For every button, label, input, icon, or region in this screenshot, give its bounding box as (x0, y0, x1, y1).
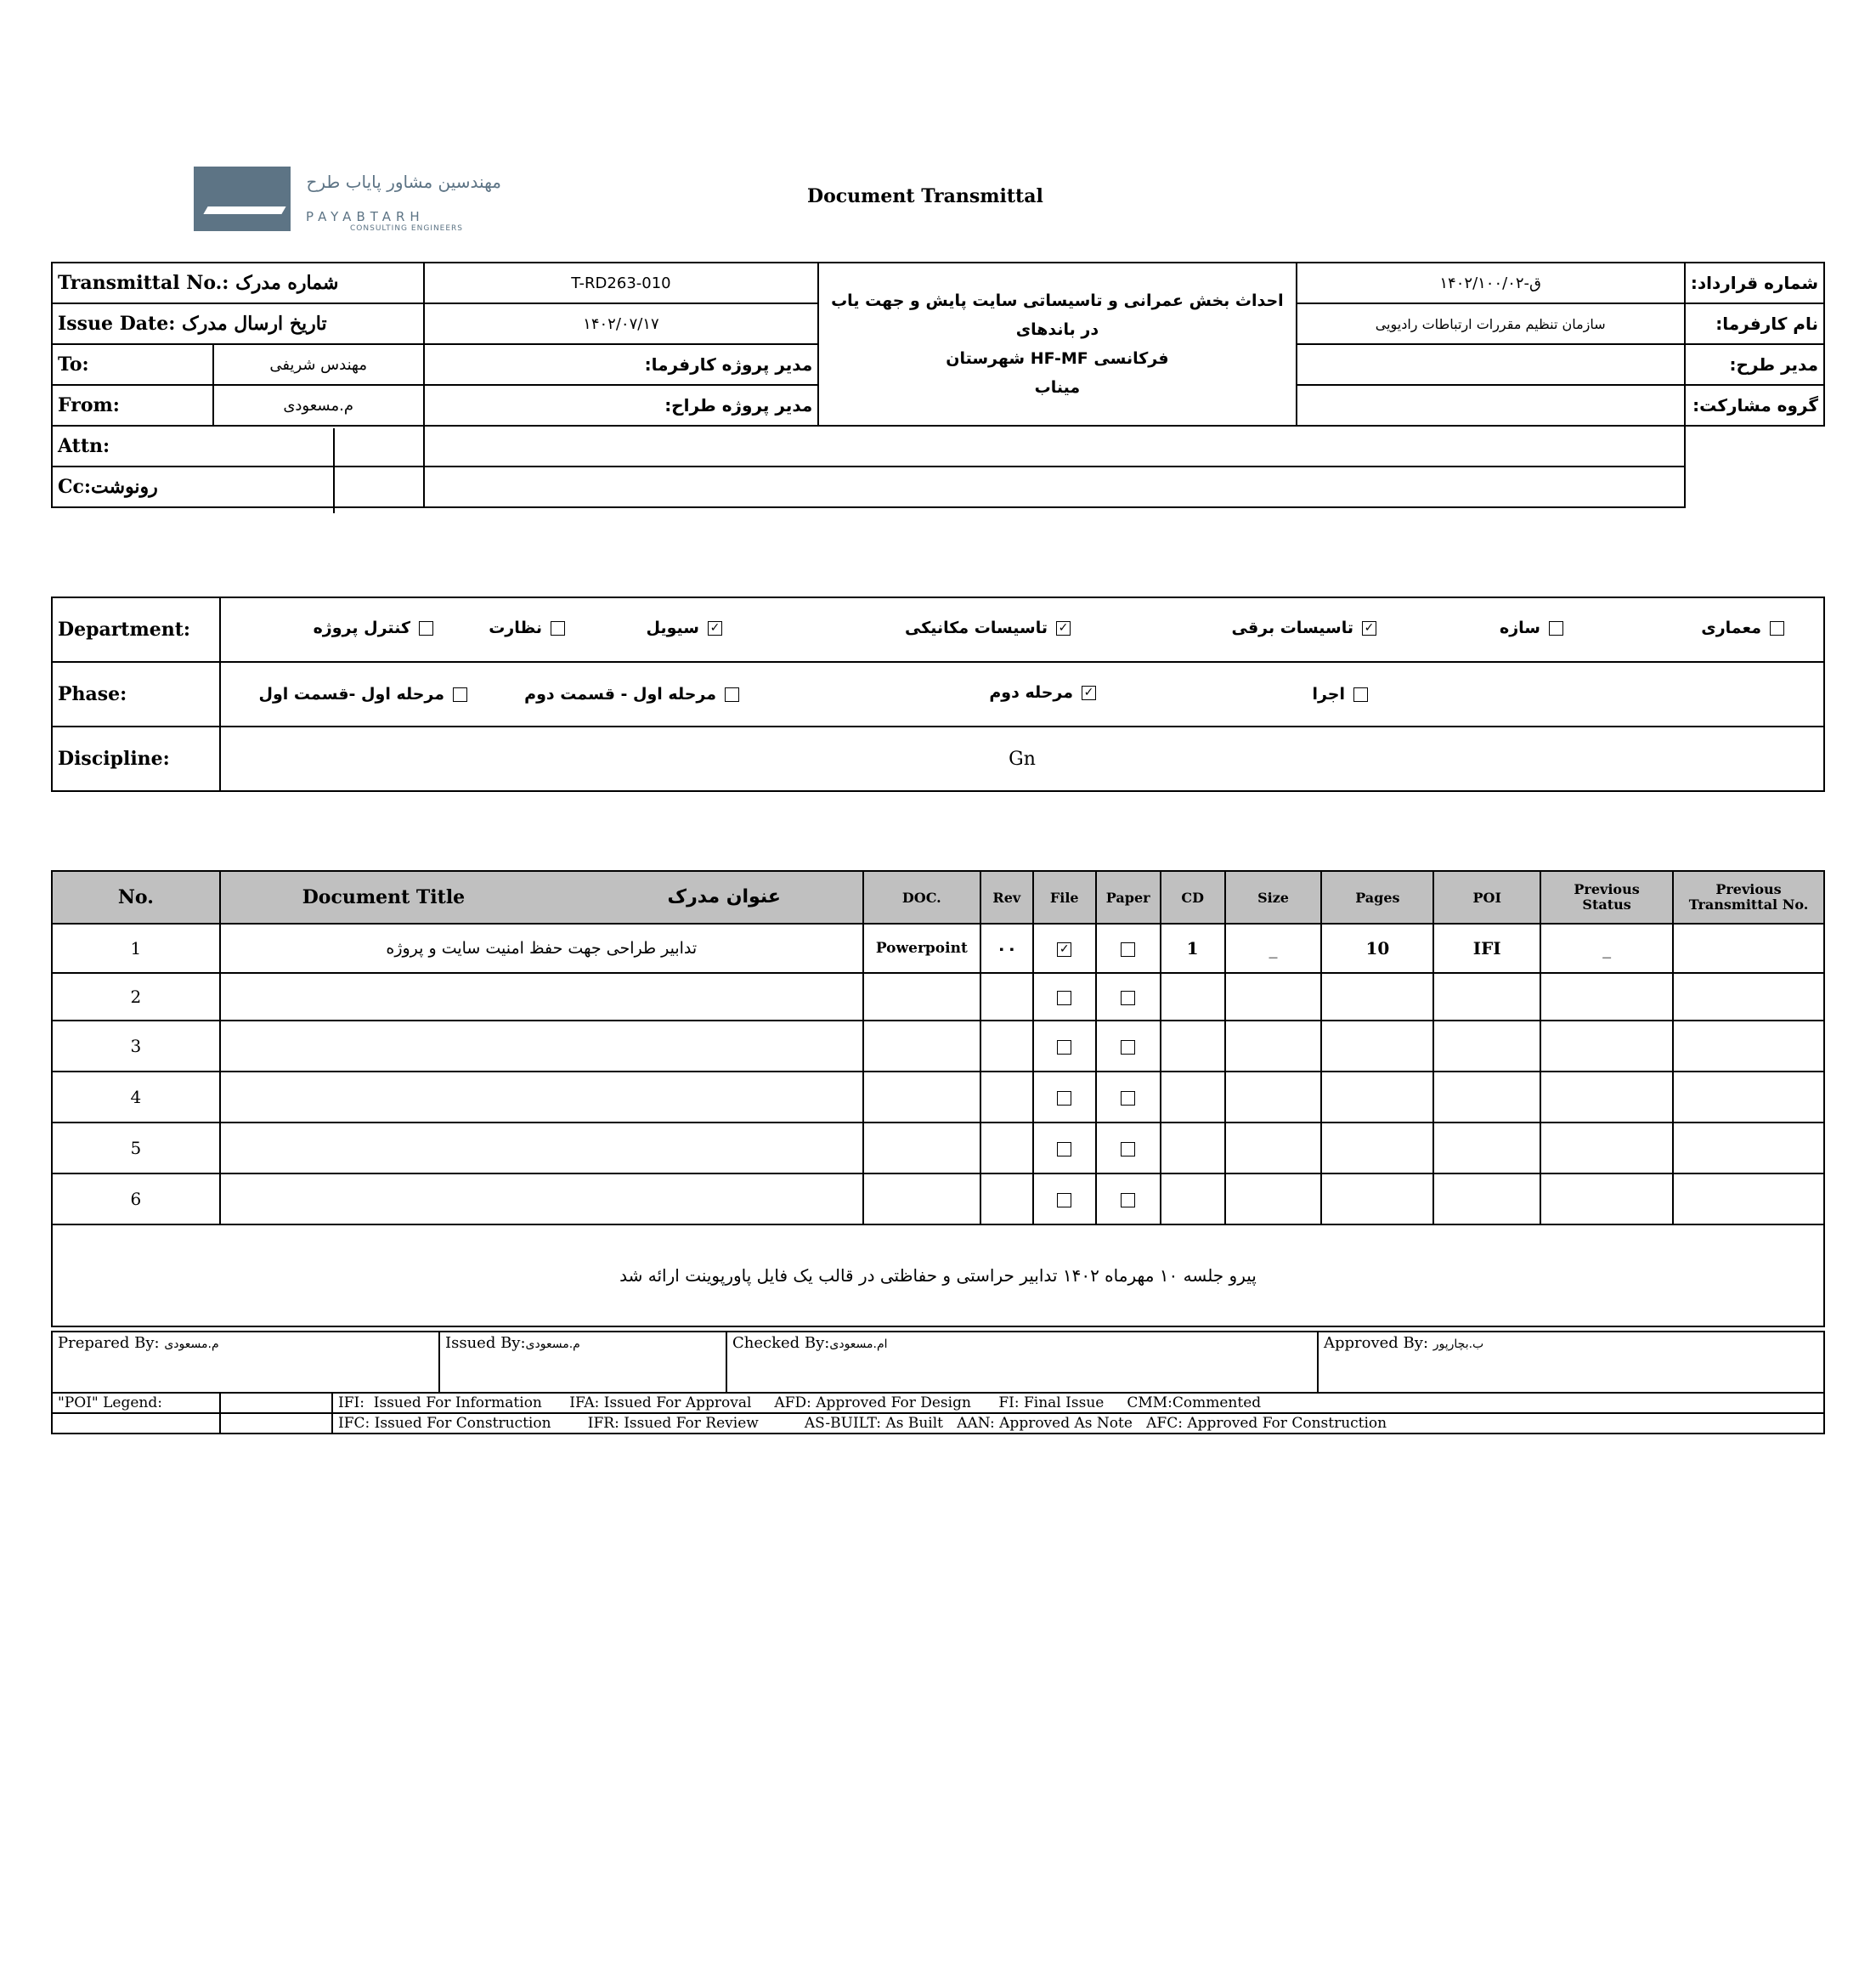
legend-line-1: IFI: Issued For Information IFA: Issued For Approval AFD: Approved For Design FI: Final Issue CMM:Commented (332, 1393, 1824, 1413)
row-size: _ (1225, 924, 1322, 973)
to-label: To: (52, 344, 213, 385)
row-prev-transmittal (1673, 973, 1824, 1021)
department-label: Department: (52, 597, 220, 662)
cc-label: Cc:رونوشت (52, 467, 424, 507)
attn-value (424, 426, 1685, 467)
designer-pm-label: مدیر پروژه طراح: (424, 385, 819, 426)
phase-label: Phase: (52, 662, 220, 727)
file-checkbox[interactable] (1057, 991, 1071, 1005)
col-pages: Pages (1321, 871, 1433, 924)
legend-spacer (220, 1393, 332, 1413)
dept-option-supervision[interactable]: نظارت (489, 619, 565, 637)
row-rev (980, 973, 1033, 1021)
transmittal-label: Transmittal No.: شماره مدرک (52, 263, 424, 303)
row-pages (1321, 973, 1433, 1021)
cc-value (424, 467, 1685, 507)
file-checkbox[interactable] (1057, 1193, 1071, 1207)
paper-checkbox[interactable] (1121, 1040, 1135, 1055)
row-pages: 10 (1321, 924, 1433, 973)
prepared-by: Prepared By: م.مسعودی (52, 1332, 439, 1393)
logo-en-text: PAYABTARH (306, 209, 425, 224)
row-poi (1433, 973, 1540, 1021)
row-file[interactable] (1033, 973, 1096, 1021)
row-size (1225, 1072, 1322, 1123)
dept-option-mechanical[interactable]: ✓تاسیسات مکانیکی (905, 619, 1071, 637)
dept-option-structure[interactable]: سازه (1500, 619, 1563, 637)
row-paper[interactable] (1096, 1072, 1161, 1123)
col-cd: CD (1161, 871, 1225, 924)
to-value: مهندس شریفی (213, 344, 424, 385)
row-pages (1321, 1173, 1433, 1224)
design-manager-label: مدیر طرح: (1685, 344, 1824, 385)
legend-table (51, 1392, 1825, 1434)
row-prev-transmittal (1673, 1123, 1824, 1173)
dept-checkbox[interactable] (551, 621, 565, 636)
discipline-value: Gn (220, 727, 1824, 791)
col-no: No. (52, 871, 220, 924)
classification-table (51, 597, 1825, 792)
row-cd (1161, 973, 1225, 1021)
phase-option-first-stage-part-two[interactable]: مرحله اول - قسمت دوم (524, 685, 739, 704)
approved-by: Approved By: ب.بچارپور (1318, 1332, 1824, 1393)
row-pages (1321, 1021, 1433, 1072)
row-prev-transmittal (1673, 1072, 1824, 1123)
row-title (220, 1021, 863, 1072)
row-poi (1433, 1123, 1540, 1173)
issued-by: Issued By:م.مسعودی (439, 1332, 726, 1393)
row-cd (1161, 1173, 1225, 1224)
table-row (52, 1021, 1824, 1072)
checked-by: Checked By:ام.مسعودی (726, 1332, 1318, 1393)
row-no: 4 (52, 1072, 220, 1123)
row-file[interactable] (1033, 1072, 1096, 1123)
transmittal-value: T-RD263-010 (424, 263, 819, 303)
row-pages (1321, 1072, 1433, 1123)
row-doc (863, 1173, 980, 1224)
row-prev-status (1540, 973, 1673, 1021)
employer-label: نام کارفرما: (1685, 303, 1824, 344)
phase-option-first-stage-part-one[interactable]: مرحله اول -قسمت اول (258, 685, 467, 704)
design-manager-value (1297, 344, 1685, 385)
dept-checkbox[interactable]: ✓ (1362, 621, 1376, 636)
note-row: پیرو جلسه ۱۰ مهرماه ۱۴۰۲ تدابیر حراستی و حفاظتی در قالب یک فایل پاورپوینت ارائه شد (52, 1224, 1824, 1326)
dept-checkbox[interactable] (419, 621, 433, 636)
phase-checkbox[interactable] (725, 687, 739, 702)
dept-option-civil[interactable]: ✓سیویل (647, 619, 722, 637)
phase-checkbox[interactable]: ✓ (1082, 686, 1096, 700)
row-doc (863, 1072, 980, 1123)
signature-table (51, 1331, 1825, 1394)
dept-checkbox[interactable]: ✓ (708, 621, 722, 636)
logo-fa-text: مهندسین مشاور پایاب طرح (306, 172, 501, 192)
dept-option-project-control[interactable]: کنترل پروژه (314, 619, 433, 637)
row-prev-status: _ (1540, 924, 1673, 973)
row-file[interactable] (1033, 1021, 1096, 1072)
row-size (1225, 1123, 1322, 1173)
row-paper[interactable] (1096, 973, 1161, 1021)
col-prev-status: Previous Status (1540, 871, 1673, 924)
documents-table (51, 870, 1825, 1327)
legend-empty (52, 1413, 220, 1434)
col-title-en: Document Title (302, 886, 466, 908)
row-file[interactable] (1033, 924, 1096, 973)
dept-checkbox[interactable]: ✓ (1056, 621, 1071, 636)
phase-option-execution[interactable]: اجرا (1312, 685, 1368, 704)
attn-label: Attn: (52, 426, 424, 467)
department-options (220, 597, 1824, 662)
row-cd (1161, 1021, 1225, 1072)
phase-option-second-stage[interactable]: ✓مرحله دوم (989, 683, 1096, 702)
dept-checkbox[interactable] (1549, 621, 1563, 636)
row-rev (980, 1072, 1033, 1123)
file-checkbox[interactable] (1057, 1091, 1071, 1106)
table-row (52, 1072, 1824, 1123)
row-title (220, 1173, 863, 1224)
row-size (1225, 973, 1322, 1021)
row-prev-transmittal (1673, 1021, 1824, 1072)
row-prev-transmittal (1673, 1173, 1824, 1224)
partner-label: گروه مشارکت: (1685, 385, 1824, 426)
legend-spacer (220, 1413, 332, 1434)
client-pm-label: مدیر پروژه کارفرما: (424, 344, 819, 385)
page-title: Document Transmittal (807, 185, 1043, 207)
row-no: 2 (52, 973, 220, 1021)
legend-label: "POI" Legend: (52, 1393, 220, 1413)
row-prev-status (1540, 1173, 1673, 1224)
row-prev-status (1540, 1123, 1673, 1173)
partner-value (1297, 385, 1685, 426)
row-poi: IFI (1433, 924, 1540, 973)
dept-checkbox[interactable] (1770, 621, 1784, 636)
paper-checkbox[interactable] (1121, 991, 1135, 1005)
col-title (220, 871, 863, 924)
employer-value: سازمان تنظیم مقررات ارتباطات رادیویی (1297, 303, 1685, 344)
row-poi (1433, 1021, 1540, 1072)
table-row (52, 973, 1824, 1021)
row-rev (980, 1123, 1033, 1173)
logo-mark-icon (194, 167, 291, 231)
row-size (1225, 1173, 1322, 1224)
row-file[interactable] (1033, 1123, 1096, 1173)
col-doc: DOC. (863, 871, 980, 924)
row-doc: Powerpoint (863, 924, 980, 973)
row-no: 1 (52, 924, 220, 973)
issue-date-label: Issue Date: تاریخ ارسال مدرک (52, 303, 424, 344)
row-no: 3 (52, 1021, 220, 1072)
row-no: 5 (52, 1123, 220, 1173)
row-no: 6 (52, 1173, 220, 1224)
row-prev-status (1540, 1021, 1673, 1072)
row-cd (1161, 1123, 1225, 1173)
paper-checkbox[interactable] (1121, 1193, 1135, 1207)
col-size: Size (1225, 871, 1322, 924)
row-rev (980, 1173, 1033, 1224)
row-paper[interactable] (1096, 924, 1161, 973)
project-line-1: احداث بخش عمرانی و تاسیساتی سایت پایش و جهت یاب در باندهای (831, 291, 1284, 339)
table-row (52, 924, 1824, 973)
row-title: تدابیر طراحی جهت حفظ امنیت سایت و پروژه (220, 924, 863, 973)
row-title (220, 1072, 863, 1123)
dept-option-electrical[interactable]: ✓تاسیسات برقی (1231, 619, 1376, 637)
file-checkbox[interactable] (1057, 1040, 1071, 1055)
dept-option-architecture[interactable]: معماری (1701, 619, 1784, 637)
table-row (52, 1173, 1824, 1224)
row-prev-transmittal (1673, 924, 1824, 973)
project-line-2: فرکانسی HF-MF شهرستان (946, 349, 1169, 368)
discipline-label: Discipline: (52, 727, 220, 791)
row-paper[interactable] (1096, 1021, 1161, 1072)
legend-line-2: IFC: Issued For Construction IFR: Issued For Review AS-BUILT: As Built AAN: Approved As Note AFC: Approved For Construction (332, 1413, 1824, 1434)
file-checkbox[interactable] (1057, 1142, 1071, 1156)
row-doc (863, 973, 980, 1021)
project-line-3: میناب (1034, 378, 1081, 397)
from-value: م.مسعودی (213, 385, 424, 426)
row-rev (980, 1021, 1033, 1072)
project-title-cell (818, 263, 1296, 426)
contract-value: ق-۱۴۰۲/۱۰۰/۰۲ (1297, 263, 1685, 303)
paper-checkbox[interactable] (1121, 942, 1135, 957)
header-table (51, 262, 1825, 508)
col-paper: Paper (1096, 871, 1161, 924)
file-checkbox[interactable]: ✓ (1057, 942, 1071, 957)
row-prev-status (1540, 1072, 1673, 1123)
col-poi: POI (1433, 871, 1540, 924)
phase-checkbox[interactable] (1353, 687, 1368, 702)
contract-label: شماره قرارداد: (1685, 263, 1824, 303)
row-doc (863, 1123, 980, 1173)
logo-sub-text: CONSULTING ENGINEERS (350, 224, 464, 233)
phase-options (220, 662, 1824, 727)
row-cd: 1 (1161, 924, 1225, 973)
paper-checkbox[interactable] (1121, 1142, 1135, 1156)
row-pages (1321, 1123, 1433, 1173)
row-title (220, 973, 863, 1021)
from-label: From: (52, 385, 213, 426)
row-title (220, 1123, 863, 1173)
row-paper[interactable] (1096, 1173, 1161, 1224)
row-poi (1433, 1072, 1540, 1123)
paper-checkbox[interactable] (1121, 1091, 1135, 1106)
phase-checkbox[interactable] (453, 687, 467, 702)
issue-date-value: ۱۴۰۲/۰۷/۱۷ (424, 303, 819, 344)
company-logo (194, 167, 501, 235)
row-poi (1433, 1173, 1540, 1224)
col-rev: Rev (980, 871, 1033, 924)
row-cd (1161, 1072, 1225, 1123)
row-size (1225, 1021, 1322, 1072)
row-paper[interactable] (1096, 1123, 1161, 1173)
row-file[interactable] (1033, 1173, 1096, 1224)
row-rev: ۰۰ (980, 924, 1033, 973)
col-file: File (1033, 871, 1096, 924)
col-title-fa: عنوان مدرک (667, 886, 781, 908)
col-prev-transmittal: Previous Transmittal No. (1673, 871, 1824, 924)
table-row (52, 1123, 1824, 1173)
row-doc (863, 1021, 980, 1072)
